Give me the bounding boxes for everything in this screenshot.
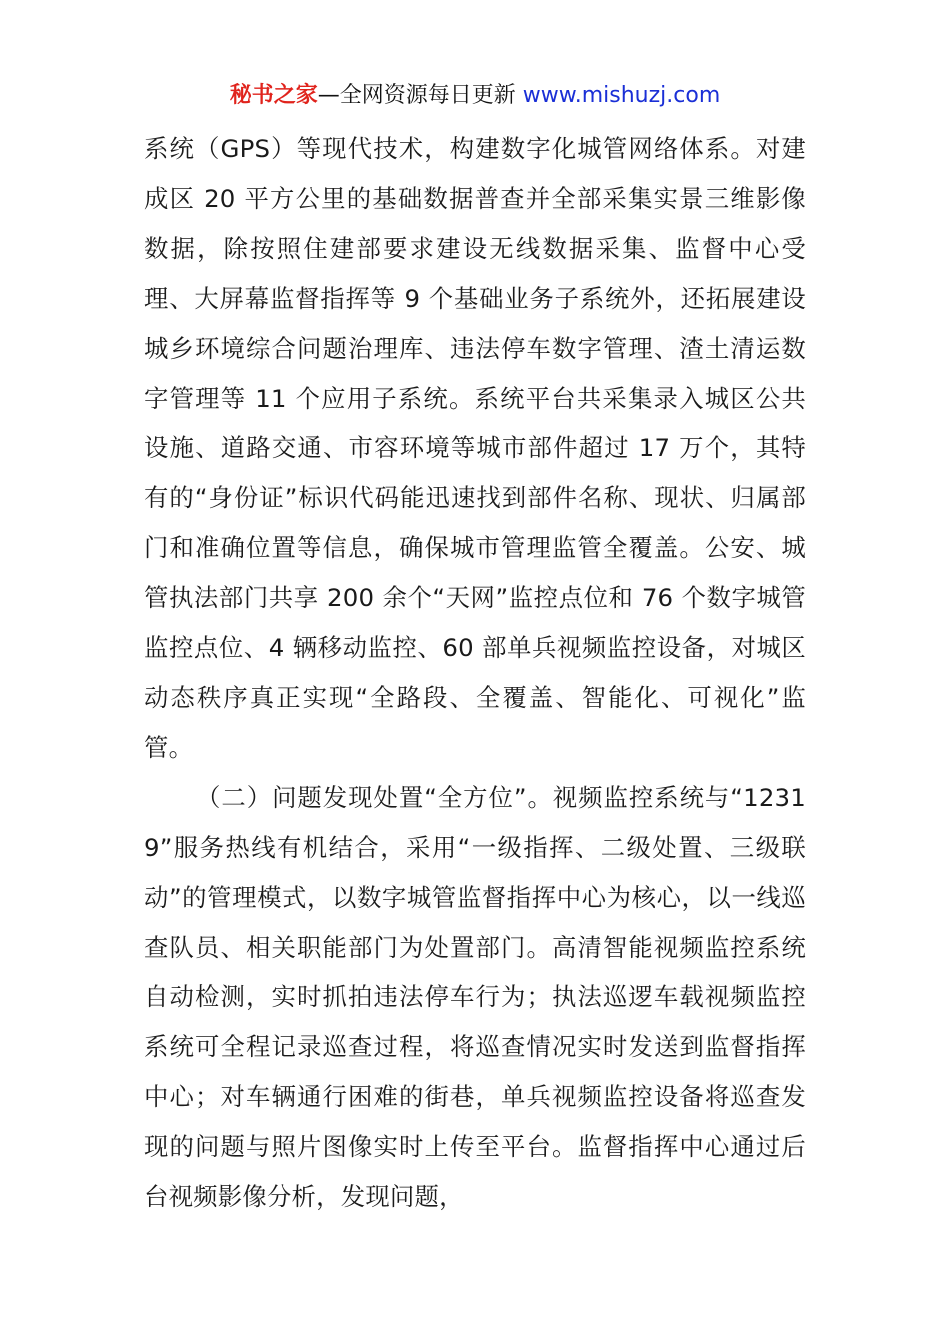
document-body: [144, 124, 806, 1222]
site-url-link[interactable]: www.mishuzj.com: [522, 83, 721, 108]
header-tagline: —全网资源每日更新: [317, 83, 523, 108]
section-paragraph-problem-handling: （二）问题发现处置“全方位”。视频监控系统与“12319”服务热线有机结合，采用“一级指挥、二级处置、三级联动”的管理模式，以数字城管监督指挥中心为核心，以一线巡查队员、相关职能部门为处置部门。高清智能视频监控系统自动检测，实时抓拍违法停车行为；执法巡逻车载视频监控系统可全程记录巡查过程，将巡查情况实时发送到监督指挥中心；对车辆通行困难的街巷，单兵视频监控设备将巡查发现的问题与照片图像实时上传至平台。监督指挥中心通过后台视频影像分析，发现问题，: [144, 782, 806, 1212]
page-header: [0, 80, 950, 112]
body-paragraph: 系统（GPS）等现代技术，构建数字化城管网络体系。对建成区 20 平方公里的基础数据普查并全部采集实景三维影像数据，除按照住建部要求建设无线数据采集、监督中心受理、大屏幕监督指挥等 9 个基础业务子系统外，还拓展建设城乡环境综合问题治理库、违法停车数字管理、渣土清运数字管理等 11 个应用子系统。系统平台共采集录入城区公共设施、道路交通、市容环境等城市部件超过 17 万个，其特有的“身份证”标识代码能迅速找到部件名称、现状、归属部门和准确位置等信息，确保城市管理监管全覆盖。公安、城管执法部门共享 200 余个“天网”监控点位和 76 个数字城管监控点位、4 辆移动监控、60 部单兵视频监控设备，对城区动态秩序真正实现“全路段、全覆盖、智能化、可视化”监管。: [144, 134, 806, 762]
brand-name: 秘书之家: [229, 83, 318, 108]
